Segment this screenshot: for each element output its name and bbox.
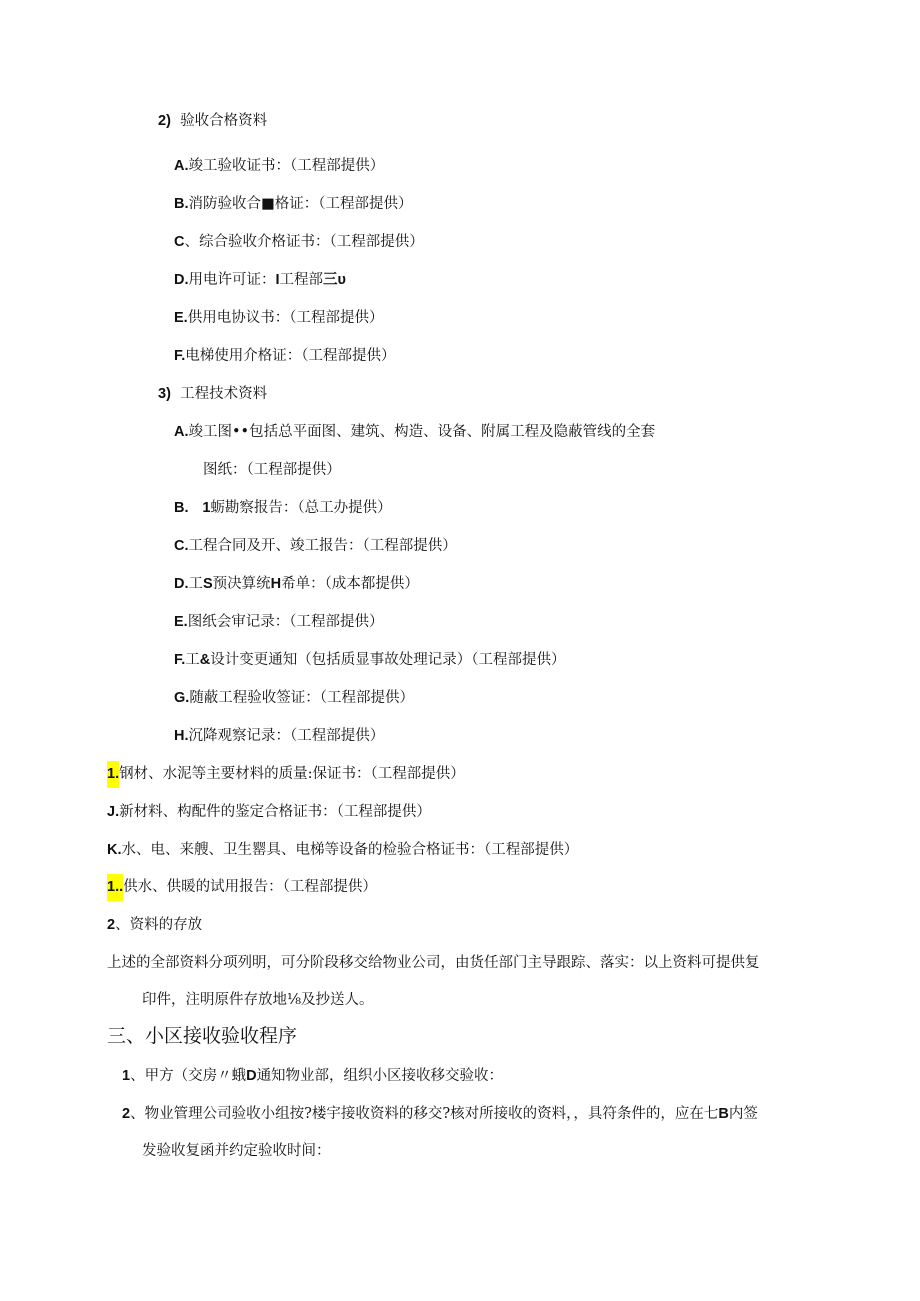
- item-b-text-1: 消防验收合: [188, 196, 261, 212]
- tech-e-text: 图纸会审记录：（工程部提供）: [187, 614, 384, 630]
- storage-heading: [107, 915, 202, 935]
- item-f-marker: F.: [174, 348, 186, 364]
- item-k-marker: K.: [107, 842, 122, 858]
- tech-item-c: [174, 536, 457, 556]
- step-2-line-2: 发验收复函并约定验收时间：: [142, 1143, 331, 1159]
- tech-c-marker: C.: [174, 538, 189, 554]
- tech-b-text: 蛎勘察报告：（总工办提供）: [210, 500, 392, 516]
- tech-item-h: [174, 726, 384, 746]
- step-1-text-2: 通知物业部，组织小区接收移交验收：: [256, 1068, 504, 1084]
- step-1-symbol: D: [246, 1068, 257, 1084]
- tech-g-marker: G.: [174, 690, 190, 706]
- procedure-step-2-continued: [142, 1141, 331, 1161]
- tech-f-text-2: 设计变更通知（包括质显事故处理记录）（工程部提供）: [210, 652, 566, 668]
- item-a-text: 竣工验收证书：（工程部提供）: [188, 158, 385, 174]
- tech-item-b: [174, 498, 392, 518]
- tech-f-symbol: &: [199, 652, 211, 668]
- list-item-j: [107, 802, 431, 822]
- tech-b-number: 1: [202, 500, 211, 516]
- item-d-text-2: 工程部: [279, 272, 324, 288]
- list-item-b: [174, 194, 412, 214]
- item-c-text: 、综合验收介格证书：（工程部提供）: [184, 234, 424, 250]
- tech-h-text: 沉降观察记录：（工程部提供）: [188, 728, 385, 744]
- item-e-text: 供用电协议书：（工程部提供）: [187, 310, 384, 326]
- storage-title: 、资料的存放: [115, 917, 203, 933]
- storage-marker: 2: [107, 917, 116, 933]
- list-item-l: [107, 877, 377, 897]
- item-j-text: 新材料、构配件的鉴定合格证书：（工程部提供）: [119, 804, 431, 820]
- section-3-heading: [158, 384, 267, 404]
- procedure-step-2: [122, 1104, 758, 1124]
- section-2-marker: 2): [158, 113, 171, 129]
- list-item-k: [107, 840, 578, 860]
- tech-d-text-1: 工: [188, 576, 203, 592]
- item-b-text-2: 格证：（工程部提供）: [274, 196, 413, 212]
- tech-c-text: 工程合同及开、竣工报告：（工程部提供）: [188, 538, 457, 554]
- item-j-marker: J.: [107, 804, 120, 820]
- storage-paragraph-line-1: [107, 953, 760, 973]
- list-item-e: [174, 308, 383, 328]
- tech-d-marker: D.: [174, 576, 189, 592]
- procedure-step-1: [122, 1066, 503, 1086]
- item-b-symbol: ■: [261, 196, 275, 212]
- tech-item-a-continued: [203, 460, 341, 480]
- item-e-marker: E.: [174, 310, 188, 326]
- section-3-main-heading: 三、小区接收验收程序: [107, 1025, 298, 1047]
- storage-para-2: 印件，注明原件存放地⅛及抄送人。: [142, 992, 374, 1008]
- section-2-title: 验收合格资料: [180, 113, 268, 129]
- tech-g-text: 随蔽工程验收签证：（工程部提供）: [189, 690, 415, 706]
- tech-item-a: [174, 422, 655, 442]
- step-2-marker: 2: [122, 1106, 131, 1122]
- item-f-text: 电梯使用介格证：（工程部提供）: [185, 348, 396, 364]
- item-k-text: 水、电、来艘、卫生罂具、电梯等设备的检验合格证书：（工程部提供）: [121, 842, 579, 858]
- step-1-text-1: 、甲方（交房〃蛾: [130, 1068, 247, 1084]
- tech-a-text-2: 图纸：（工程部提供）: [203, 462, 341, 478]
- step-2-symbol: B: [718, 1106, 729, 1122]
- tech-e-marker: E.: [174, 614, 188, 630]
- tech-item-e: [174, 612, 383, 632]
- list-item-f: [174, 346, 396, 366]
- item-c-marker: C: [174, 234, 185, 250]
- item-a-marker: A.: [174, 158, 189, 174]
- step-1-marker: 1: [122, 1068, 131, 1084]
- tech-f-marker: F.: [174, 652, 186, 668]
- item-l-marker: 1..: [107, 874, 123, 901]
- tech-f-text-1: 工: [185, 652, 200, 668]
- list-item-a: [174, 156, 384, 176]
- storage-paragraph-line-2: [142, 990, 374, 1010]
- tech-a-text-1: 竣工图••包括总平面图、建筑、构造、设备、附属工程及隐蔽管线的全套: [188, 424, 656, 440]
- list-item-i: [107, 764, 465, 784]
- tech-d-symbol-1: S: [203, 576, 213, 592]
- item-i-text: 钢材、水泥等主要材料的质量:保证书：（工程部提供）: [119, 766, 465, 782]
- tech-d-symbol-2: H: [270, 576, 282, 592]
- item-d-text-1: 用电许可证：: [188, 272, 276, 288]
- tech-item-d: [174, 574, 419, 594]
- item-d-symbol-2: 三υ: [323, 272, 346, 288]
- tech-item-f: [174, 650, 566, 670]
- tech-h-marker: H.: [174, 728, 189, 744]
- section-3-title: 工程技术资料: [180, 386, 268, 402]
- tech-d-text-2: 预决算统: [212, 576, 271, 592]
- tech-a-marker: A.: [174, 424, 189, 440]
- item-i-marker: 1.: [107, 761, 119, 788]
- item-l-text: 供水、供暖的试用报告：（工程部提供）: [123, 879, 377, 895]
- step-2-text-1: 、物业管理公司验收小组按?楼宇接收资料的移交?核对所接收的资料，，具符条件的，应在七: [130, 1106, 719, 1122]
- item-d-marker: D.: [174, 272, 189, 288]
- tech-item-g: [174, 688, 414, 708]
- list-item-c: [174, 232, 424, 252]
- step-2-text-2: 内签: [728, 1106, 758, 1122]
- item-b-marker: B.: [174, 196, 189, 212]
- section-3-marker: 3): [158, 386, 171, 402]
- item-d-symbol: I: [275, 272, 280, 288]
- tech-b-marker: B.: [174, 500, 189, 516]
- tech-d-text-3: 希单：（成本都提供）: [281, 576, 419, 592]
- list-item-d: [174, 270, 346, 290]
- section-2-heading: [158, 111, 267, 131]
- storage-para-1: 上述的全部资料分项列明，可分阶段移交给物业公司，由货任部门主导跟踪、落实：以上资料可提供复: [107, 955, 760, 971]
